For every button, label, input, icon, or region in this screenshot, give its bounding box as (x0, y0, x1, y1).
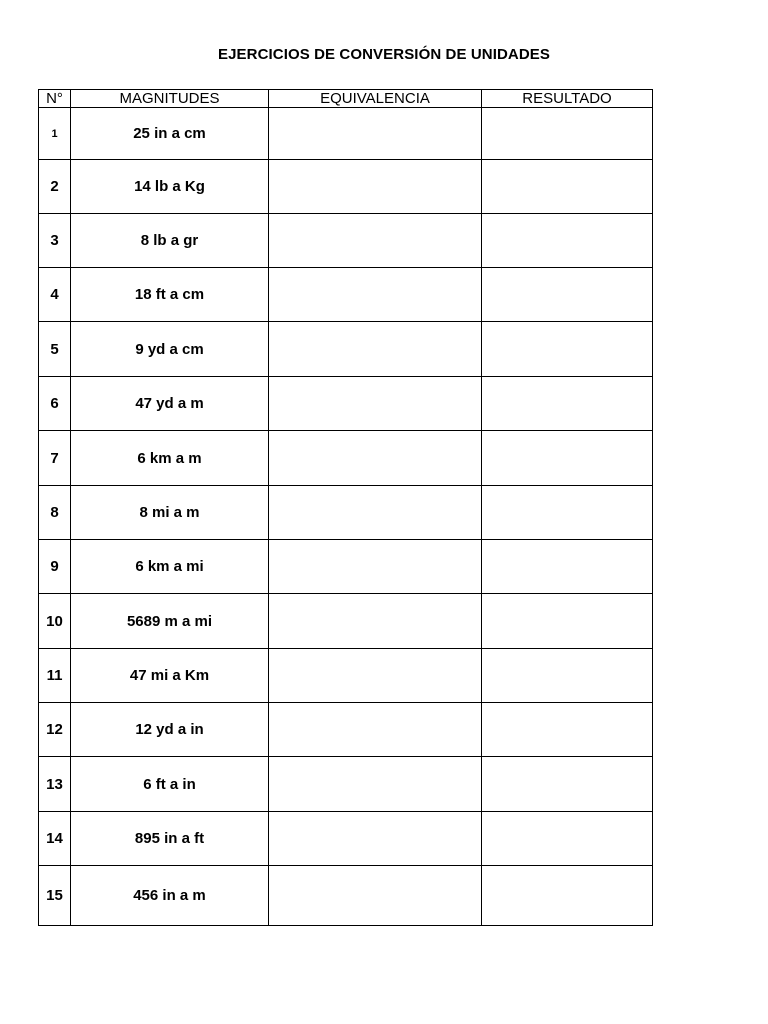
row-number-cell: 13 (39, 757, 71, 812)
table-row (39, 108, 653, 160)
magnitude-cell: 9 yd a cm (71, 322, 269, 377)
table-row (39, 322, 653, 377)
equivalencia-cell[interactable] (269, 431, 482, 486)
row-number-cell: 8 (39, 486, 71, 540)
table-row (39, 866, 653, 926)
magnitude-cell: 6 km a m (71, 431, 269, 486)
table-body (39, 108, 653, 926)
magnitude-cell: 47 yd a m (71, 377, 269, 431)
header-resultado: RESULTADO (482, 90, 653, 108)
page-title: EJERCICIOS DE CONVERSIÓN DE UNIDADES (218, 46, 550, 63)
equivalencia-cell[interactable] (269, 812, 482, 866)
resultado-cell[interactable] (482, 594, 653, 649)
table-row (39, 594, 653, 649)
resultado-cell[interactable] (482, 703, 653, 757)
magnitude-cell: 12 yd a in (71, 703, 269, 757)
magnitude-cell: 47 mi a Km (71, 649, 269, 703)
magnitude-cell: 8 mi a m (71, 486, 269, 540)
resultado-cell[interactable] (482, 540, 653, 594)
table-row (39, 160, 653, 214)
magnitude-cell: 25 in a cm (71, 108, 269, 160)
row-number-cell: 4 (39, 268, 71, 322)
magnitude-cell: 6 ft a in (71, 757, 269, 812)
equivalencia-cell[interactable] (269, 268, 482, 322)
equivalencia-cell[interactable] (269, 214, 482, 268)
resultado-cell[interactable] (482, 486, 653, 540)
row-number-cell: 3 (39, 214, 71, 268)
magnitude-cell: 895 in a ft (71, 812, 269, 866)
magnitude-cell: 456 in a m (71, 866, 269, 926)
row-number-cell: 7 (39, 431, 71, 486)
table-row (39, 377, 653, 431)
magnitude-cell: 8 lb a gr (71, 214, 269, 268)
equivalencia-cell[interactable] (269, 703, 482, 757)
resultado-cell[interactable] (482, 757, 653, 812)
resultado-cell[interactable] (482, 812, 653, 866)
equivalencia-cell[interactable] (269, 757, 482, 812)
equivalencia-cell[interactable] (269, 377, 482, 431)
row-number-cell: 9 (39, 540, 71, 594)
resultado-cell[interactable] (482, 866, 653, 926)
equivalencia-cell[interactable] (269, 108, 482, 160)
table-row (39, 703, 653, 757)
resultado-cell[interactable] (482, 377, 653, 431)
table-header-row (39, 90, 653, 108)
table-row (39, 268, 653, 322)
magnitude-cell: 5689 m a mi (71, 594, 269, 649)
resultado-cell[interactable] (482, 108, 653, 160)
header-equivalencia: EQUIVALENCIA (269, 90, 482, 108)
row-number-cell: 10 (39, 594, 71, 649)
resultado-cell[interactable] (482, 268, 653, 322)
equivalencia-cell[interactable] (269, 649, 482, 703)
row-number-cell: 15 (39, 866, 71, 926)
row-number-cell: 11 (39, 649, 71, 703)
equivalencia-cell[interactable] (269, 160, 482, 214)
resultado-cell[interactable] (482, 649, 653, 703)
row-number-cell: 1 (39, 108, 71, 160)
resultado-cell[interactable] (482, 431, 653, 486)
header-magnitudes: MAGNITUDES (71, 90, 269, 108)
equivalencia-cell[interactable] (269, 866, 482, 926)
table-row (39, 757, 653, 812)
table-row (39, 486, 653, 540)
table-row (39, 214, 653, 268)
table-row (39, 540, 653, 594)
row-number-cell: 12 (39, 703, 71, 757)
row-number-cell: 14 (39, 812, 71, 866)
equivalencia-cell[interactable] (269, 322, 482, 377)
magnitude-cell: 6 km a mi (71, 540, 269, 594)
resultado-cell[interactable] (482, 214, 653, 268)
equivalencia-cell[interactable] (269, 540, 482, 594)
magnitude-cell: 14 lb a Kg (71, 160, 269, 214)
resultado-cell[interactable] (482, 160, 653, 214)
row-number-cell: 5 (39, 322, 71, 377)
equivalencia-cell[interactable] (269, 486, 482, 540)
table-row (39, 812, 653, 866)
magnitude-cell: 18 ft a cm (71, 268, 269, 322)
table-row (39, 649, 653, 703)
resultado-cell[interactable] (482, 322, 653, 377)
row-number-cell: 2 (39, 160, 71, 214)
table-row (39, 431, 653, 486)
row-number-cell: 6 (39, 377, 71, 431)
equivalencia-cell[interactable] (269, 594, 482, 649)
header-number: N° (39, 90, 71, 108)
conversion-table (38, 89, 653, 926)
